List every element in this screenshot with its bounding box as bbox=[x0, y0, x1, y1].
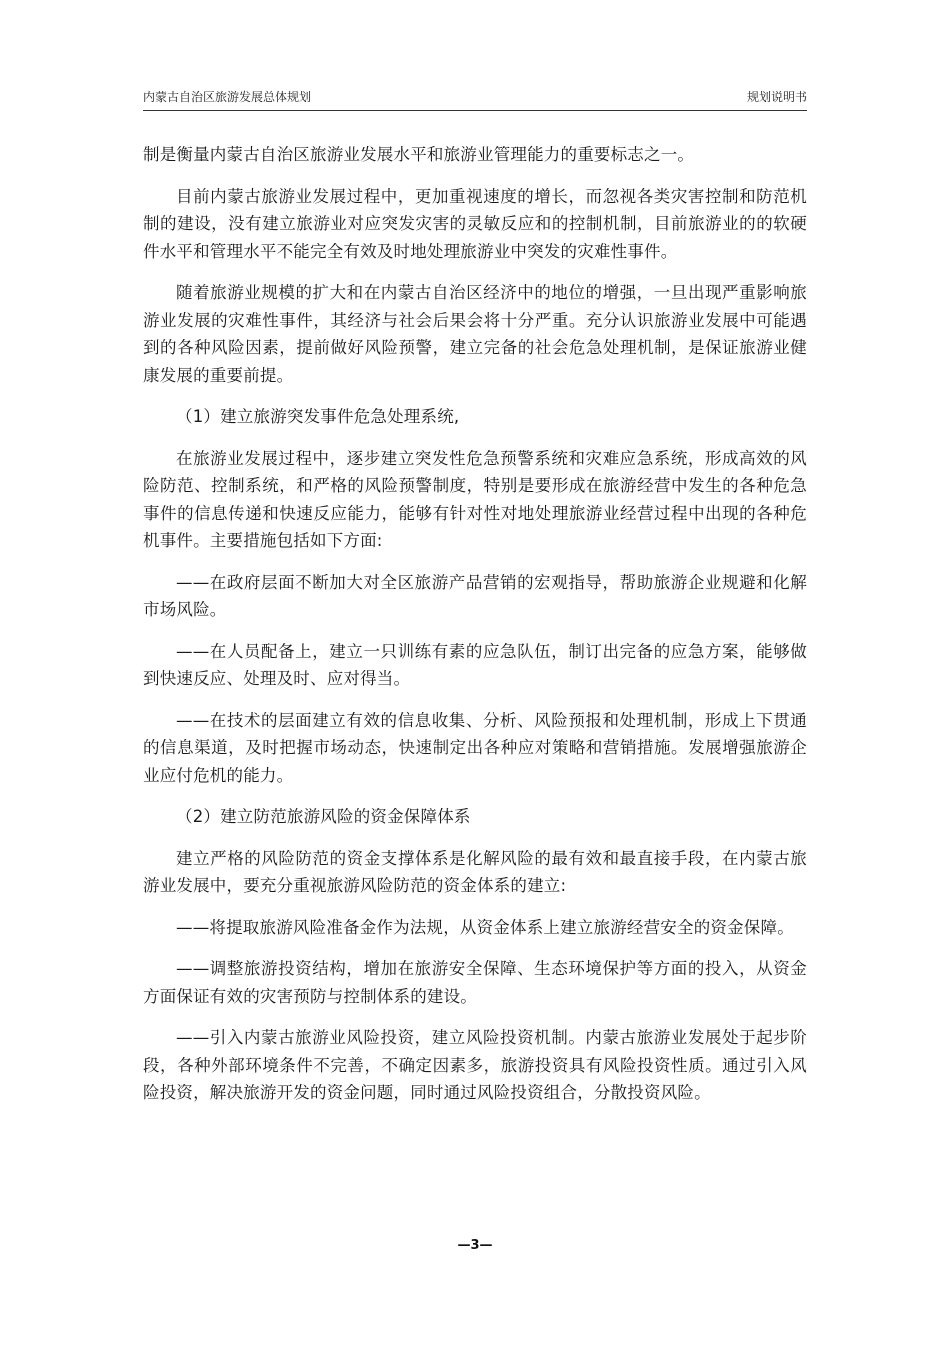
paragraph-3: 随着旅游业规模的扩大和在内蒙古自治区经济中的地位的增强，一旦出现严重影响旅游业发展的灾难性事件，其经济与社会后果会将十分严重。充分认识旅游业发展中可能遇到的各种风险因素，提前做好风险预警，建立完备的社会危急处理机制，是保证旅游业健康发展的重要前提。 bbox=[143, 283, 807, 385]
document-body bbox=[143, 141, 807, 1121]
header-title: 内蒙古自治区旅游发展总体规划 bbox=[143, 90, 312, 104]
section-heading-2: （2）建立防范旅游风险的资金保障体系 bbox=[176, 807, 471, 826]
paragraph-1: 制是衡量内蒙古自治区旅游业发展水平和旅游业管理能力的重要标志之一。 bbox=[143, 145, 695, 164]
page-number: —3— bbox=[457, 1238, 493, 1253]
paragraph-5: 建立严格的风险防范的资金支撑体系是化解风险的最有效和最直接手段，在内蒙古旅游业发展中，要充分重视旅游风险防范的资金体系的建立: bbox=[143, 848, 807, 895]
header-section: 规划说明书 bbox=[746, 90, 807, 104]
section-heading-1: （1）建立旅游突发事件危急处理系统, bbox=[176, 407, 460, 426]
measure-item-3: ——在技术的层面建立有效的信息收集、分析、风险预报和处理机制，形成上下贯通的信息渠道，及时把握市场动态，快速制定出各种应对策略和营销措施。发展增强旅游企业应付危机的能力。 bbox=[143, 710, 807, 785]
paragraph-4: 在旅游业发展过程中，逐步建立突发性危急预警系统和灾难应急系统，形成高效的风险防范、控制系统，和严格的风险预警制度，特别是要形成在旅游经营中发生的各种危急事件的信息传递和快速反应能力，能够有针对性对地处理旅游业经营过程中出现的各种危机事件。主要措施包括如下方面: bbox=[143, 448, 807, 550]
measure-item-2: ——在人员配备上，建立一只训练有素的应急队伍，制订出完备的应急方案，能够做到快速反应、处理及时、应对得当。 bbox=[143, 641, 807, 688]
measure-item-1: ——在政府层面不断加大对全区旅游产品营销的宏观指导，帮助旅游企业规避和化解市场风险。 bbox=[143, 572, 807, 619]
funding-item-2: ——调整旅游投资结构，增加在旅游安全保障、生态环境保护等方面的投入，从资金方面保证有效的灾害预防与控制体系的建设。 bbox=[143, 959, 807, 1006]
funding-item-1: ——将提取旅游风险准备金作为法规，从资金体系上建立旅游经营安全的资金保障。 bbox=[176, 917, 794, 937]
funding-item-3: ——引入内蒙古旅游业风险投资，建立风险投资机制。内蒙古旅游业发展处于起步阶段，各种外部环境条件不完善，不确定因素多，旅游投资具有风险投资性质。通过引入风险投资，解决旅游开发的资金问题，同时通过风险投资组合，分散投资风险。 bbox=[143, 1028, 807, 1102]
header-rule bbox=[143, 110, 807, 111]
page-header bbox=[143, 88, 807, 105]
paragraph-2: 目前内蒙古旅游业发展过程中，更加重视速度的增长，而忽视各类灾害控制和防范机制的建设，没有建立旅游业对应突发灾害的灵敏反应和的控制机制，目前旅游业的的软硬件水平和管理水平不能完全有效及时地处理旅游业中突发的灾难性事件。 bbox=[143, 186, 807, 261]
